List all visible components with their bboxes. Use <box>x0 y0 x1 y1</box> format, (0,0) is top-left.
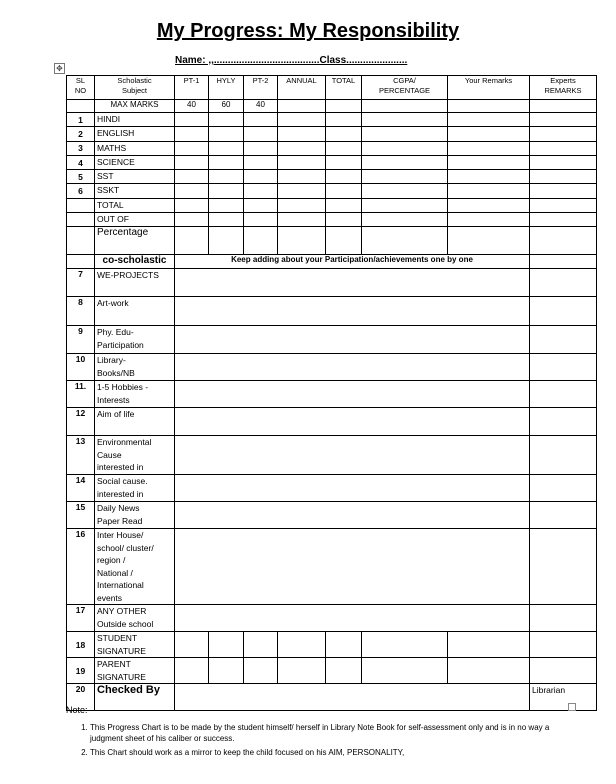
row-number: 2 <box>67 127 95 141</box>
max-marks-label: MAX MARKS <box>95 100 175 113</box>
mark-cell <box>278 213 326 227</box>
activity-entry <box>175 436 530 475</box>
row-number: 4 <box>67 155 95 169</box>
mark-cell <box>362 141 448 155</box>
experts-remark-cell <box>530 297 597 326</box>
mark-cell <box>362 198 448 212</box>
row-number: 16 <box>67 529 95 605</box>
subject-name: MATHS <box>95 141 175 155</box>
progress-table <box>66 75 597 711</box>
mark-cell <box>278 170 326 184</box>
checked-by-row <box>67 684 597 711</box>
experts-remark-cell <box>530 502 597 529</box>
activity-row <box>67 605 597 632</box>
mark-cell <box>448 170 530 184</box>
activity-entry <box>175 354 530 381</box>
row-number: 13 <box>67 436 95 475</box>
mark-cell <box>326 170 362 184</box>
mark-cell <box>209 227 244 255</box>
mark-cell <box>326 213 362 227</box>
mark-cell <box>326 184 362 198</box>
mark-cell <box>448 213 530 227</box>
activity-row <box>67 502 597 529</box>
activity-name: Environmental Cause interested in <box>95 436 175 475</box>
subject-name: SST <box>95 170 175 184</box>
note-item: 1. This Progress Chart is to be made by the student himself/ herself in Library Note Book for self-assessment only and is in no way a judgment sheet of his caliber or success. <box>90 722 560 744</box>
mark-cell <box>209 141 244 155</box>
activity-entry <box>175 269 530 297</box>
empty-cell <box>67 198 95 212</box>
experts-remark-cell <box>530 354 597 381</box>
mark-cell <box>209 213 244 227</box>
mark-cell <box>278 198 326 212</box>
mark-cell <box>326 155 362 169</box>
row-number: 8 <box>67 297 95 326</box>
mark-cell <box>448 141 530 155</box>
subject-row <box>67 113 597 127</box>
signature-cell <box>209 658 244 684</box>
mark-cell <box>362 170 448 184</box>
signature-cell <box>175 658 209 684</box>
col-hyly: HYLY <box>209 76 244 100</box>
mark-cell <box>326 141 362 155</box>
co-scholastic-label: co-scholastic <box>95 255 175 269</box>
checked-by-entry <box>175 684 530 711</box>
activity-row <box>67 475 597 502</box>
row-number: 1 <box>67 113 95 127</box>
mark-cell <box>278 127 326 141</box>
mark-cell <box>530 170 597 184</box>
empty-cell <box>67 100 95 113</box>
col-pt2: PT-2 <box>244 76 278 100</box>
experts-remark-cell <box>530 436 597 475</box>
out-of-label: OUT OF <box>95 213 175 227</box>
mark-cell <box>209 170 244 184</box>
col-remarks: Your Remarks <box>448 76 530 100</box>
subject-row <box>67 184 597 198</box>
activity-name: WE-PROJECTS <box>95 269 175 297</box>
row-number: 11. <box>67 381 95 408</box>
subject-name: SSKT <box>95 184 175 198</box>
mark-cell <box>362 227 448 255</box>
max-marks-row <box>67 100 597 113</box>
mark-cell <box>244 184 278 198</box>
mark-cell <box>175 198 209 212</box>
mark-cell <box>362 127 448 141</box>
mark-cell <box>530 155 597 169</box>
signature-cell <box>209 632 244 658</box>
mark-cell <box>326 198 362 212</box>
mark-cell <box>244 198 278 212</box>
mark-cell <box>278 184 326 198</box>
signature-cell <box>530 658 597 684</box>
mark-cell <box>448 184 530 198</box>
mark-cell <box>530 113 597 127</box>
max-hyly: 60 <box>209 100 244 113</box>
mark-cell <box>209 127 244 141</box>
mark-cell <box>244 141 278 155</box>
mark-cell <box>278 227 326 255</box>
empty-cell <box>67 213 95 227</box>
empty-cell <box>530 100 597 113</box>
activity-row <box>67 326 597 354</box>
activity-name: 1-5 Hobbies - Interests <box>95 381 175 408</box>
signature-cell <box>530 632 597 658</box>
activity-row <box>67 269 597 297</box>
signature-label: PARENT SIGNATURE <box>95 658 175 684</box>
activity-name: Social cause. interested in <box>95 475 175 502</box>
row-number: 12 <box>67 408 95 436</box>
mark-cell <box>209 113 244 127</box>
empty-cell <box>530 255 597 269</box>
row-number: 15 <box>67 502 95 529</box>
col-sl-no: SL NO <box>67 76 95 100</box>
signature-cell <box>362 658 448 684</box>
activity-name: Daily News Paper Read <box>95 502 175 529</box>
mark-cell <box>244 113 278 127</box>
mark-cell <box>278 141 326 155</box>
signature-cell <box>326 658 362 684</box>
mark-cell <box>448 227 530 255</box>
percentage-row <box>67 227 597 255</box>
total-row <box>67 198 597 212</box>
table-move-handle-icon[interactable]: ✥ <box>54 63 65 74</box>
activity-entry <box>175 605 530 632</box>
experts-remark-cell <box>530 605 597 632</box>
mark-cell <box>175 141 209 155</box>
mark-cell <box>326 127 362 141</box>
activity-row <box>67 529 597 605</box>
signature-cell <box>175 632 209 658</box>
activity-name: ANY OTHER Outside school <box>95 605 175 632</box>
mark-cell <box>530 198 597 212</box>
activity-name: Library- Books/NB <box>95 354 175 381</box>
mark-cell <box>530 127 597 141</box>
row-number: 7 <box>67 269 95 297</box>
row-number: 6 <box>67 184 95 198</box>
total-label: TOTAL <box>95 198 175 212</box>
experts-remark-cell <box>530 475 597 502</box>
empty-cell <box>67 255 95 269</box>
empty-cell <box>362 100 448 113</box>
mark-cell <box>362 113 448 127</box>
subject-name: ENGLISH <box>95 127 175 141</box>
experts-remark-cell <box>530 269 597 297</box>
out-of-row <box>67 213 597 227</box>
signature-cell <box>244 632 278 658</box>
activity-row <box>67 297 597 326</box>
mark-cell <box>209 184 244 198</box>
mark-cell <box>530 141 597 155</box>
col-annual: ANNUAL <box>278 76 326 100</box>
signature-cell <box>244 658 278 684</box>
activity-name: Art-work <box>95 297 175 326</box>
empty-cell <box>67 227 95 255</box>
percentage-label: Percentage <box>95 227 175 255</box>
mark-cell <box>244 127 278 141</box>
subject-name: HINDI <box>95 113 175 127</box>
mark-cell <box>278 155 326 169</box>
row-number: 14 <box>67 475 95 502</box>
mark-cell <box>209 155 244 169</box>
mark-cell <box>244 213 278 227</box>
subject-row <box>67 127 597 141</box>
signature-cell <box>278 658 326 684</box>
mark-cell <box>362 213 448 227</box>
subject-row <box>67 141 597 155</box>
empty-cell <box>278 100 326 113</box>
mark-cell <box>530 227 597 255</box>
activity-name: Aim of life <box>95 408 175 436</box>
mark-cell <box>362 155 448 169</box>
col-cgpa: CGPA/ PERCENTAGE <box>362 76 448 100</box>
mark-cell <box>326 227 362 255</box>
row-number: 10 <box>67 354 95 381</box>
mark-cell <box>175 113 209 127</box>
max-pt2: 40 <box>244 100 278 113</box>
name-class-line: Name: ,,......................................Class...................... <box>175 55 408 66</box>
activity-row <box>67 354 597 381</box>
activity-entry <box>175 529 530 605</box>
co-scholastic-instruction: Keep adding about your Participation/achievements one by one <box>175 255 530 269</box>
signature-cell <box>326 632 362 658</box>
mark-cell <box>175 155 209 169</box>
max-pt1: 40 <box>175 100 209 113</box>
mark-cell <box>244 170 278 184</box>
mark-cell <box>448 155 530 169</box>
signature-cell <box>448 658 530 684</box>
activity-row <box>67 381 597 408</box>
col-subject: Scholastic Subject <box>95 76 175 100</box>
experts-remark-cell <box>530 326 597 354</box>
subject-row <box>67 170 597 184</box>
row-number: 5 <box>67 170 95 184</box>
mark-cell <box>448 198 530 212</box>
activity-entry <box>175 381 530 408</box>
activity-name: Phy. Edu- Participation <box>95 326 175 354</box>
row-number: 20 <box>67 684 95 711</box>
mark-cell <box>448 113 530 127</box>
activity-entry <box>175 502 530 529</box>
mark-cell <box>362 184 448 198</box>
mark-cell <box>209 198 244 212</box>
col-total: TOTAL <box>326 76 362 100</box>
mark-cell <box>175 170 209 184</box>
co-scholastic-header-row <box>67 255 597 269</box>
mark-cell <box>530 213 597 227</box>
mark-cell <box>175 127 209 141</box>
activity-entry <box>175 408 530 436</box>
signature-row <box>67 658 597 684</box>
activity-entry <box>175 297 530 326</box>
signature-row <box>67 632 597 658</box>
mark-cell <box>244 155 278 169</box>
activity-row <box>67 408 597 436</box>
mark-cell <box>175 213 209 227</box>
experts-remark-cell <box>530 529 597 605</box>
header-row <box>67 76 597 100</box>
col-pt1: PT-1 <box>175 76 209 100</box>
resize-handle[interactable] <box>568 703 576 711</box>
librarian-label: Librarian <box>530 684 597 711</box>
activity-name: Inter House/ school/ cluster/ region / National / International events <box>95 529 175 605</box>
activity-entry <box>175 326 530 354</box>
experts-remark-cell <box>530 408 597 436</box>
mark-cell <box>175 184 209 198</box>
subject-name: SCIENCE <box>95 155 175 169</box>
note-item: 2. This Chart should work as a mirror to keep the child focused on his AIM, PERSONALITY, <box>90 747 560 758</box>
row-number: 18 <box>67 632 95 658</box>
mark-cell <box>244 227 278 255</box>
col-experts: Experts REMARKS <box>530 76 597 100</box>
mark-cell <box>326 113 362 127</box>
page-title: My Progress: My Responsibility <box>156 20 460 42</box>
row-number: 19 <box>67 658 95 684</box>
signature-cell <box>448 632 530 658</box>
row-number: 9 <box>67 326 95 354</box>
row-number: 3 <box>67 141 95 155</box>
mark-cell <box>175 227 209 255</box>
mark-cell <box>278 113 326 127</box>
empty-cell <box>326 100 362 113</box>
signature-cell <box>362 632 448 658</box>
signature-cell <box>278 632 326 658</box>
notes-label: Note: <box>66 705 88 715</box>
notes-list <box>66 722 560 761</box>
subject-row <box>67 155 597 169</box>
experts-remark-cell <box>530 381 597 408</box>
signature-label: STUDENT SIGNATURE <box>95 632 175 658</box>
activity-entry <box>175 475 530 502</box>
row-number: 17 <box>67 605 95 632</box>
empty-cell <box>448 100 530 113</box>
mark-cell <box>530 184 597 198</box>
activity-row <box>67 436 597 475</box>
checked-by-label: Checked By <box>95 684 175 711</box>
mark-cell <box>448 127 530 141</box>
